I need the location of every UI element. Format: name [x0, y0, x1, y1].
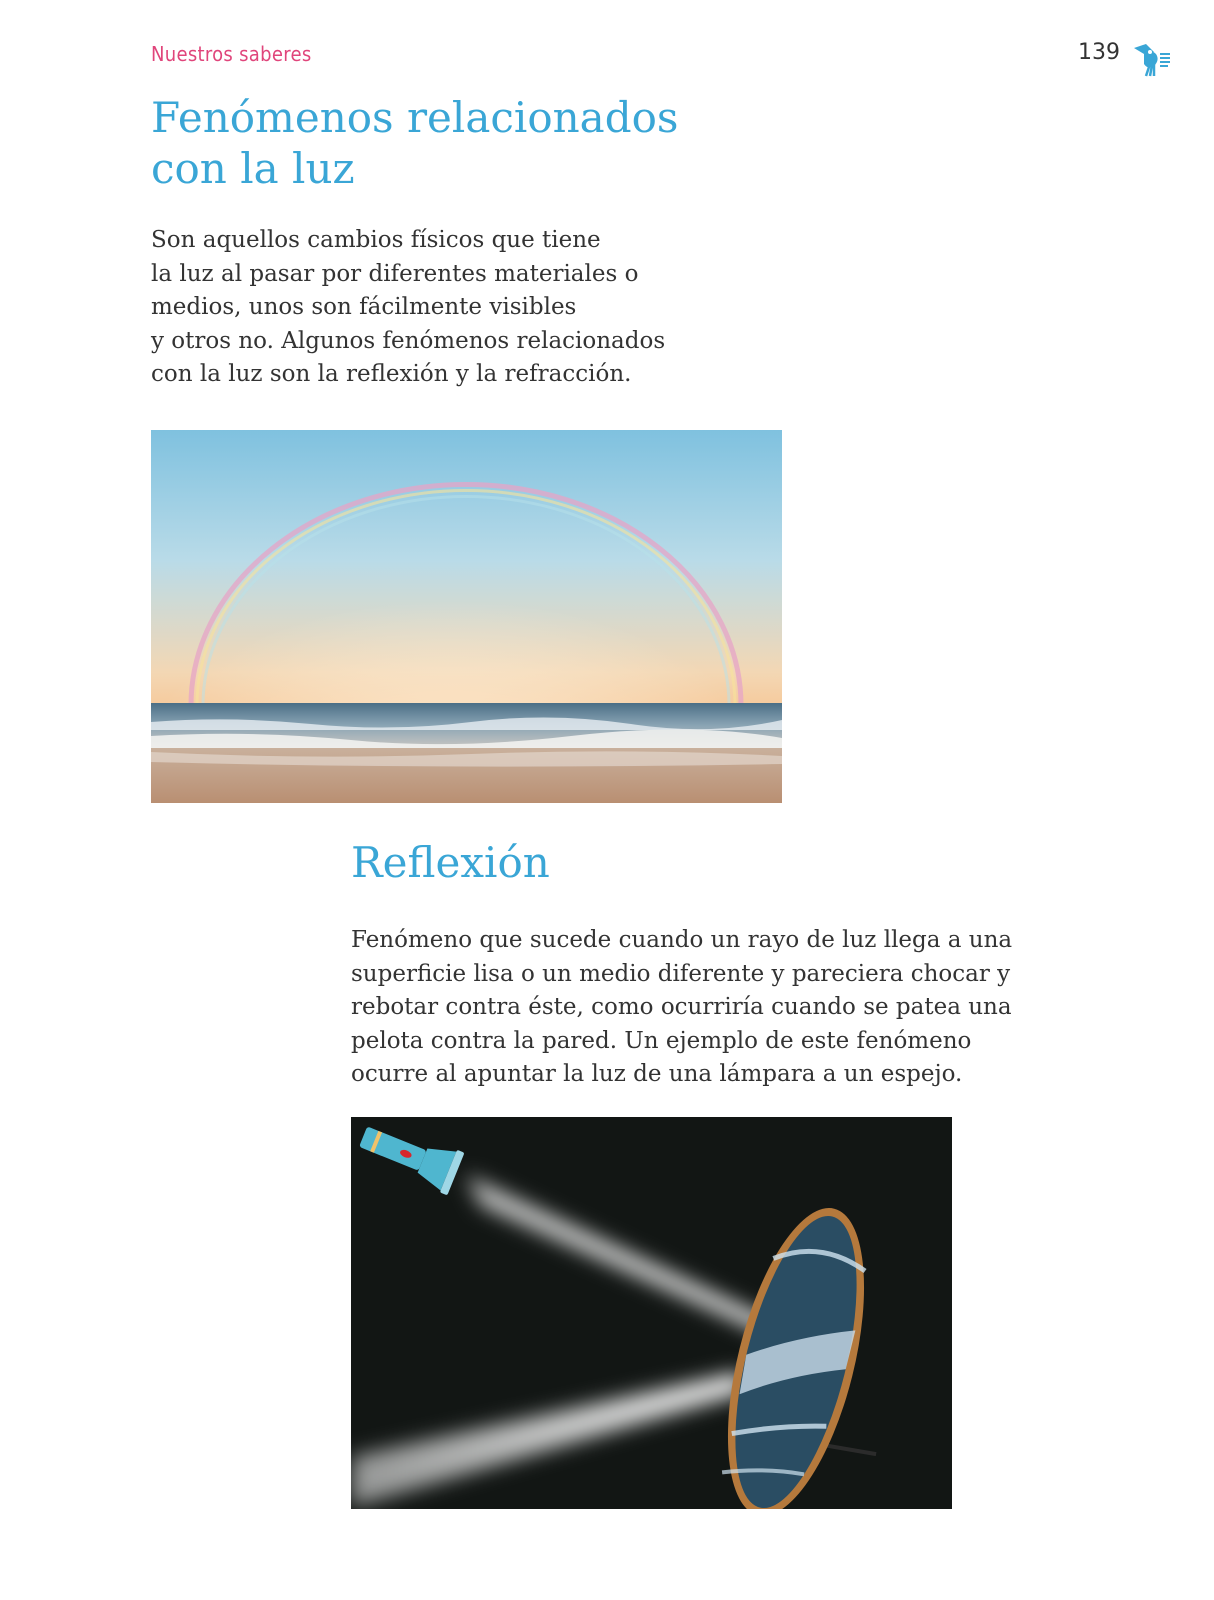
section-label: Nuestros saberes — [151, 42, 312, 66]
text-line: Fenómeno que sucede cuando un rayo de luz llega a una — [351, 927, 1013, 953]
text-line: Son aquellos cambios físicos que tiene — [151, 227, 601, 253]
text-line: rebotar contra éste, como ocurriría cuando se patea una — [351, 994, 1012, 1020]
reflexion-paragraph — [351, 924, 1071, 1092]
text-line: la luz al pasar por diferentes materiales o — [151, 260, 639, 287]
page-title — [151, 92, 678, 194]
rainbow-beach-photo — [151, 430, 782, 803]
page-number: 139 — [1078, 40, 1120, 65]
title-line: Fenómenos relacionados — [151, 93, 679, 142]
flashlight-mirror-illustration — [351, 1117, 952, 1509]
text-line: superficie lisa o un medio diferente y pareciera chocar y — [351, 960, 1011, 987]
text-line: medios, unos son fácilmente visibles — [151, 294, 577, 320]
text-line: con la luz son la reflexión y la refracción. — [151, 361, 632, 387]
hummingbird-icon — [1130, 38, 1172, 78]
text-line: ocurre al apuntar la luz de una lámpara a un espejo. — [351, 1061, 963, 1087]
intro-paragraph — [151, 224, 731, 392]
text-line: pelota contra la pared. Un ejemplo de este fenómeno — [351, 1027, 972, 1054]
text-line: y otros no. Algunos fenómenos relacionados — [151, 327, 666, 354]
section-title-reflexion: Reflexión — [351, 838, 550, 887]
title-line: con la luz — [151, 144, 355, 193]
